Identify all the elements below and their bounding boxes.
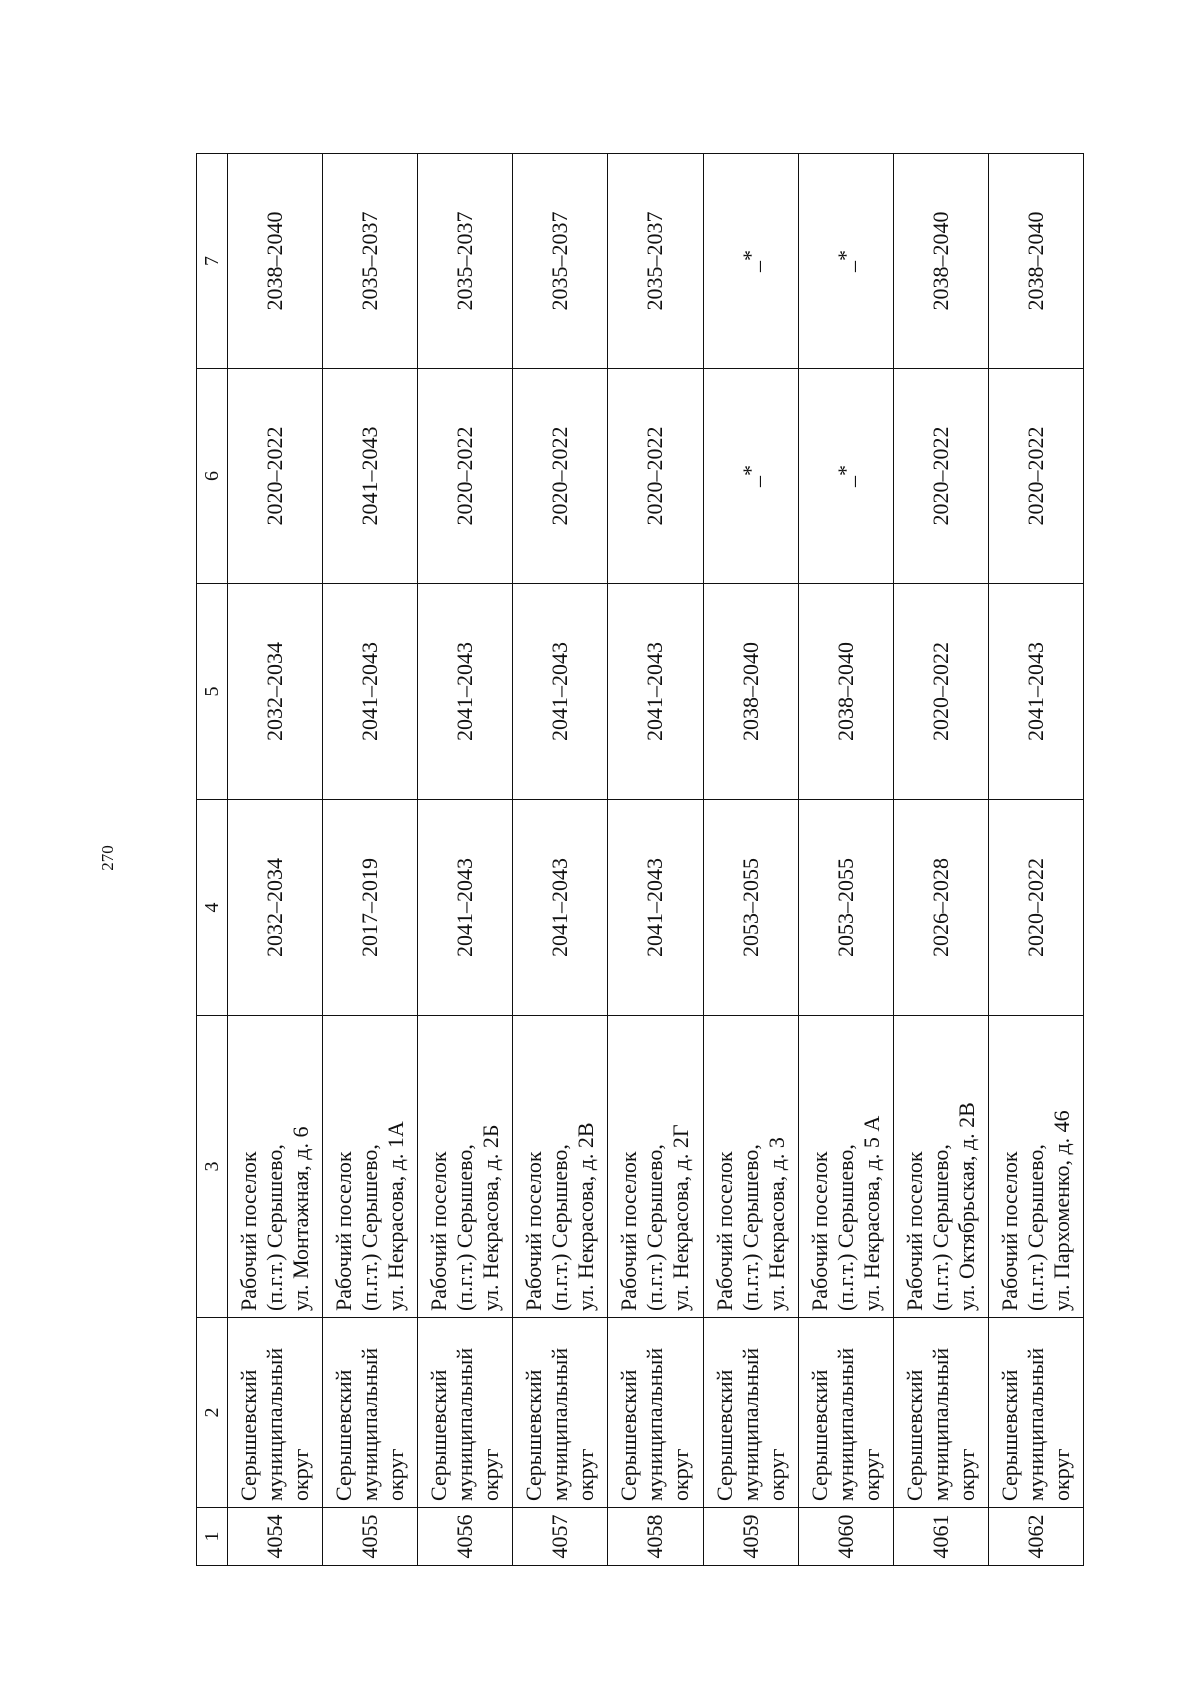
district-cell-line: Серышевский	[426, 1369, 452, 1501]
address-cell	[893, 1016, 988, 1318]
address-cell-line: (п.г.т.) Серышево,	[1022, 1144, 1048, 1311]
period-cell-6: 2020–2022	[228, 369, 323, 584]
district-cell-line: округ	[383, 1448, 409, 1501]
page-number: 270	[98, 845, 117, 871]
table-row	[608, 154, 703, 1566]
row-number-cell: 4056	[418, 1508, 513, 1566]
address-cell	[323, 1016, 418, 1318]
table-row	[418, 154, 513, 1566]
period-cell-6: 2020–2022	[418, 369, 513, 584]
period-cell-5: 2041–2043	[608, 584, 703, 800]
district-cell-line: Серышевский	[616, 1369, 642, 1501]
address-cell-line: Рабочий поселок	[426, 1151, 452, 1311]
address-cell-line: (п.г.т.) Серышево,	[832, 1144, 858, 1311]
address-cell-line: Рабочий поселок	[521, 1151, 547, 1311]
row-number-cell: 4058	[608, 1508, 703, 1566]
district-cell-line: муниципальный	[832, 1347, 858, 1501]
address-cell-line: ул. Некрасова, д. 3	[763, 1137, 789, 1311]
address-cell-line: Рабочий поселок	[616, 1151, 642, 1311]
column-header-4: 4	[197, 800, 228, 1016]
district-cell-line: муниципальный	[452, 1347, 478, 1501]
period-cell-6: 2041–2043	[323, 369, 418, 584]
address-cell-line: (п.г.т.) Серышево,	[452, 1144, 478, 1311]
period-cell-4: 2026–2028	[893, 800, 988, 1016]
district-cell-line: Серышевский	[331, 1369, 357, 1501]
district-cell-line: муниципальный	[547, 1347, 573, 1501]
row-number-cell: 4054	[228, 1508, 323, 1566]
address-cell-line: ул. Некрасова, д. 2В	[573, 1122, 599, 1311]
address-cell	[608, 1016, 703, 1318]
district-cell-line: округ	[573, 1448, 599, 1501]
schedule-table-container	[196, 154, 1084, 1566]
address-cell-line: (п.г.т.) Серышево,	[642, 1144, 668, 1311]
period-cell-7: 2035–2037	[608, 154, 703, 369]
row-number-cell: 4055	[323, 1508, 418, 1566]
table-row	[323, 154, 418, 1566]
address-cell-line: (п.г.т.) Серышево,	[357, 1144, 383, 1311]
period-cell-4: 2020–2022	[988, 800, 1083, 1016]
district-cell-line: округ	[858, 1448, 884, 1501]
period-cell-7: 2035–2037	[513, 154, 608, 369]
address-cell-line: Рабочий поселок	[331, 1151, 357, 1311]
row-number-cell: 4057	[513, 1508, 608, 1566]
table-row	[228, 154, 323, 1566]
address-cell-line: (п.г.т.) Серышево,	[547, 1144, 573, 1311]
address-cell	[418, 1016, 513, 1318]
district-cell-line: округ	[763, 1448, 789, 1501]
schedule-table	[196, 153, 1084, 1566]
period-cell-6: 2020–2022	[893, 369, 988, 584]
period-cell-7: 2038–2040	[893, 154, 988, 369]
column-header-6: 6	[197, 369, 228, 584]
address-cell-line: Рабочий поселок	[901, 1151, 927, 1311]
address-cell	[988, 1016, 1083, 1318]
address-cell-line: ул. Пархоменко, д. 46	[1048, 1110, 1074, 1311]
district-cell	[893, 1318, 988, 1508]
period-cell-4: 2032–2034	[228, 800, 323, 1016]
period-cell-4: 2053–2055	[703, 800, 798, 1016]
district-cell	[798, 1318, 893, 1508]
column-header-2: 2	[197, 1318, 228, 1508]
district-cell-line: муниципальный	[262, 1347, 288, 1501]
address-cell	[228, 1016, 323, 1318]
table-row	[513, 154, 608, 1566]
district-cell-line: округ	[288, 1448, 314, 1501]
period-cell-6: 2020–2022	[988, 369, 1083, 584]
period-cell-7: 2035–2037	[323, 154, 418, 369]
district-cell-line: Серышевский	[521, 1369, 547, 1501]
row-number-cell: 4062	[988, 1508, 1083, 1566]
column-header-1: 1	[197, 1508, 228, 1566]
district-cell-line: муниципальный	[737, 1347, 763, 1501]
row-number-cell: 4061	[893, 1508, 988, 1566]
period-cell-5: 2038–2040	[703, 584, 798, 800]
column-header-3: 3	[197, 1016, 228, 1318]
address-cell-line: ул. Монтажная, д. 6	[288, 1126, 314, 1311]
table-row	[893, 154, 988, 1566]
district-cell-line: муниципальный	[642, 1347, 668, 1501]
address-cell-line: Рабочий поселок	[711, 1151, 737, 1311]
row-number-cell: 4060	[798, 1508, 893, 1566]
period-cell-7: 2035–2037	[418, 154, 513, 369]
period-cell-6: 2020–2022	[608, 369, 703, 584]
period-cell-7: 2038–2040	[988, 154, 1083, 369]
district-cell-line: округ	[668, 1448, 694, 1501]
period-cell-5: 2041–2043	[513, 584, 608, 800]
address-cell-line: ул. Октябрьская, д. 2В	[953, 1102, 979, 1311]
period-cell-4: 2041–2043	[418, 800, 513, 1016]
address-cell-line: (п.г.т.) Серышево,	[927, 1144, 953, 1311]
period-cell-5: 2041–2043	[323, 584, 418, 800]
district-cell	[228, 1318, 323, 1508]
period-cell-7: _*	[703, 154, 798, 369]
period-cell-5: 2038–2040	[798, 584, 893, 800]
period-cell-4: 2041–2043	[608, 800, 703, 1016]
row-number-cell: 4059	[703, 1508, 798, 1566]
address-cell-line: (п.г.т.) Серышево,	[737, 1144, 763, 1311]
period-cell-5: 2032–2034	[228, 584, 323, 800]
district-cell	[418, 1318, 513, 1508]
address-cell-line: Рабочий поселок	[806, 1151, 832, 1311]
district-cell	[513, 1318, 608, 1508]
column-header-5: 5	[197, 584, 228, 800]
period-cell-6: 2020–2022	[513, 369, 608, 584]
period-cell-6: _*	[703, 369, 798, 584]
address-cell	[703, 1016, 798, 1318]
table-header-row	[197, 154, 228, 1566]
address-cell-line: Рабочий поселок	[996, 1151, 1022, 1311]
period-cell-6: _*	[798, 369, 893, 584]
period-cell-4: 2041–2043	[513, 800, 608, 1016]
period-cell-7: _*	[798, 154, 893, 369]
table-row	[703, 154, 798, 1566]
district-cell	[608, 1318, 703, 1508]
district-cell	[988, 1318, 1083, 1508]
period-cell-7: 2038–2040	[228, 154, 323, 369]
address-cell-line: (п.г.т.) Серышево,	[262, 1144, 288, 1311]
column-header-7: 7	[197, 154, 228, 369]
district-cell-line: Серышевский	[996, 1369, 1022, 1501]
district-cell-line: округ	[1048, 1448, 1074, 1501]
district-cell-line: округ	[478, 1448, 504, 1501]
address-cell	[513, 1016, 608, 1318]
district-cell-line: Серышевский	[711, 1369, 737, 1501]
district-cell-line: округ	[953, 1448, 979, 1501]
district-cell-line: Серышевский	[236, 1369, 262, 1501]
address-cell-line: ул. Некрасова, д. 5 А	[858, 1115, 884, 1311]
table-row	[988, 154, 1083, 1566]
period-cell-5: 2041–2043	[988, 584, 1083, 800]
period-cell-4: 2017–2019	[323, 800, 418, 1016]
address-cell-line: Рабочий поселок	[236, 1151, 262, 1311]
district-cell-line: муниципальный	[357, 1347, 383, 1501]
table-body	[197, 154, 1084, 1566]
address-cell-line: ул. Некрасова, д. 2Б	[478, 1124, 504, 1311]
district-cell-line: Серышевский	[901, 1369, 927, 1501]
address-cell	[798, 1016, 893, 1318]
district-cell-line: муниципальный	[1022, 1347, 1048, 1501]
period-cell-5: 2041–2043	[418, 584, 513, 800]
district-cell-line: муниципальный	[927, 1347, 953, 1501]
period-cell-4: 2053–2055	[798, 800, 893, 1016]
table-row	[798, 154, 893, 1566]
district-cell	[323, 1318, 418, 1508]
district-cell-line: Серышевский	[806, 1369, 832, 1501]
address-cell-line: ул. Некрасова, д. 2Г	[668, 1124, 694, 1311]
address-cell-line: ул. Некрасова, д. 1А	[383, 1121, 409, 1311]
period-cell-5: 2020–2022	[893, 584, 988, 800]
district-cell	[703, 1318, 798, 1508]
